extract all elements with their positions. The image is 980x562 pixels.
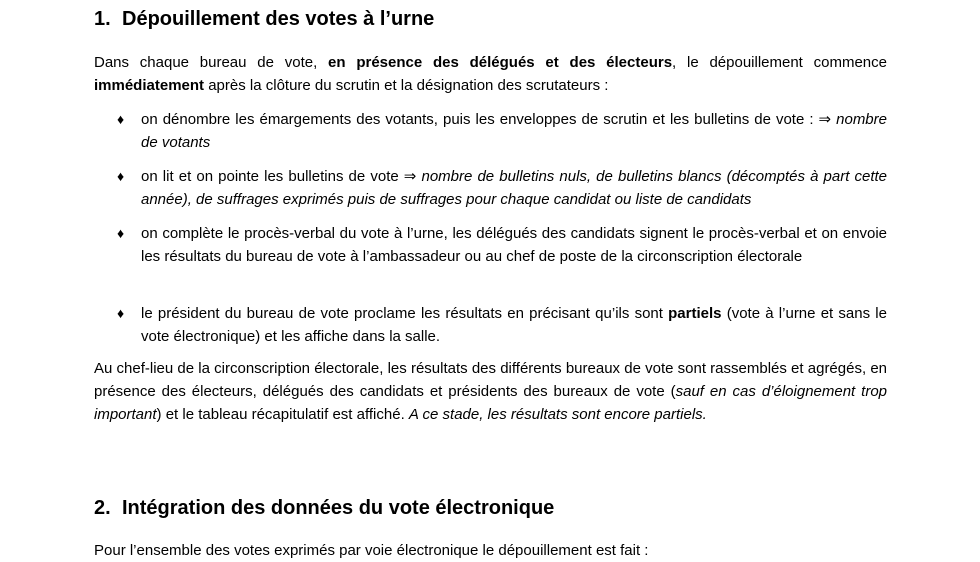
intro-text: après la clôture du scrutin et la désignation des scrutateurs : <box>204 77 609 94</box>
section-1-title: Dépouillement des votes à l’urne <box>122 8 435 30</box>
intro-bold: en présence des délégués et des électeurs <box>328 54 673 71</box>
section-2-number: 2. <box>94 497 111 519</box>
list-item <box>117 165 887 211</box>
list-item-text-part: on lit et on pointe les bulletins de vote ⇒ <box>141 168 422 185</box>
list-item-text <box>141 302 887 348</box>
section-2-heading <box>94 497 554 520</box>
list-item-italic: ⇒ nombre de votants <box>141 111 887 151</box>
section-1-heading <box>94 8 434 31</box>
outro-italic: A ce stade, les résultats sont encore partiels. <box>408 406 707 423</box>
outro-text: ) et le tableau récapitulatif est affiché. <box>156 406 409 423</box>
list-item-text-part: on dénombre les émargements des votants, puis les enveloppes de scrutin et les bulletins de vote : <box>141 111 819 128</box>
list-item-bold: partiels <box>668 305 722 322</box>
diamond-bullet-icon: ♦ <box>117 168 125 184</box>
diamond-bullet-icon: ♦ <box>117 225 125 241</box>
list-item-text: on complète le procès-verbal du vote à l’urne, les délégués des candidats signent le procès-verbal et on envoie les résultats du bureau de vote à l’ambassadeur ou au chef de poste de la circonscription électorale <box>141 225 887 265</box>
list-item-text-part: (vote à l’urne et sans le vote électronique) et les affiche dans la salle. <box>141 305 887 345</box>
diamond-bullet-icon: ♦ <box>117 305 125 321</box>
section-2-title: Intégration des données du vote électronique <box>122 497 555 519</box>
list-item-italic: nombre de bulletins nuls, de bulletins blancs (décomptés à part cette année), de suffrages exprimés puis de suffrages pour chaque candidat ou liste de candidats <box>141 168 887 208</box>
outro-italic: sauf en cas d’éloignement trop important <box>94 383 888 423</box>
section-2-intro: Pour l’ensemble des votes exprimés par voie électronique le dépouillement est fait : <box>94 542 649 559</box>
list-item <box>117 302 887 348</box>
list-item-text-part: le président du bureau de vote proclame les résultats en précisant qu’ils sont <box>141 305 669 322</box>
list-item-text <box>141 165 887 211</box>
diamond-bullet-icon: ♦ <box>117 111 125 127</box>
intro-text: , le dépouillement commence <box>672 54 887 71</box>
section-1-intro <box>94 51 887 97</box>
section-1-outro <box>94 357 887 426</box>
list-item-text <box>141 108 887 154</box>
section-1-number: 1. <box>94 8 111 30</box>
intro-text: Dans chaque bureau de vote, <box>94 54 329 71</box>
intro-bold: immédiatement <box>94 77 205 94</box>
list-item <box>117 108 887 154</box>
list-item <box>117 222 887 268</box>
outro-text: Au chef-lieu de la circonscription électorale, les résultats des différents bureaux de vote sont rassemblés et agrégés, en présence des électeurs, délégués des candidats et présidents des bureaux de vote ( <box>94 360 887 400</box>
